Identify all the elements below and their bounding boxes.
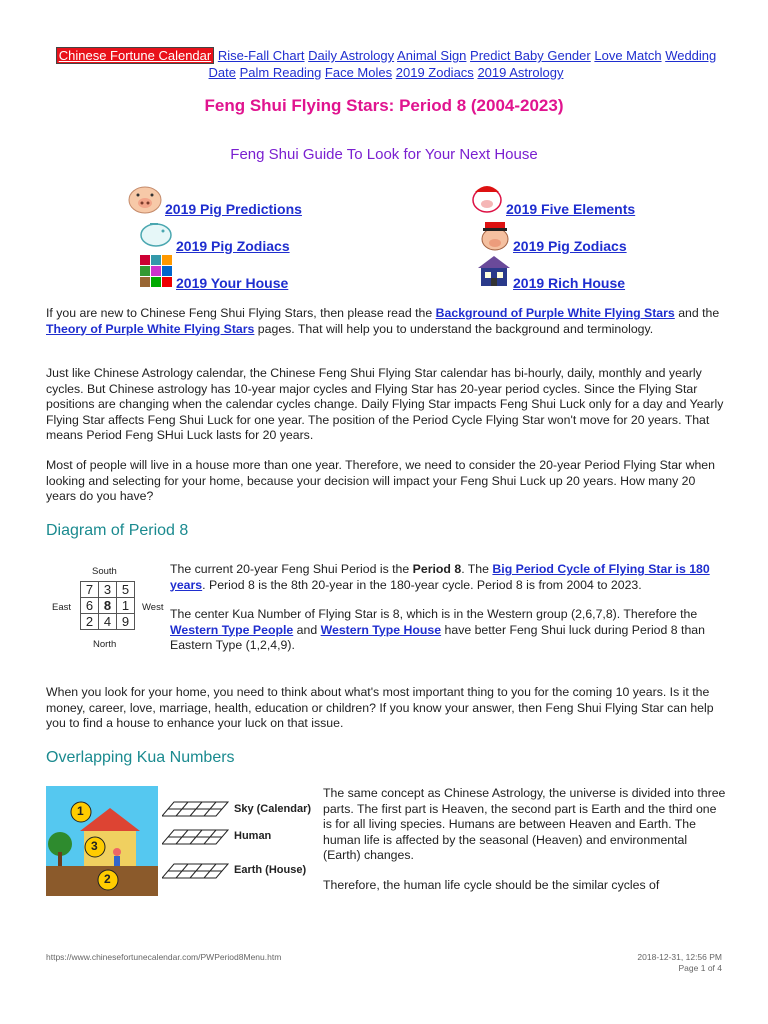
footer-date: 2018-12-31, 12:56 PM <box>637 952 722 962</box>
kua-paragraph <box>170 607 726 654</box>
pig-face-icon <box>127 183 163 215</box>
pig-santa-icon <box>470 182 504 216</box>
marker-2-label: 2 <box>104 872 111 886</box>
link-theory-flying-stars[interactable]: Theory of Purple White Flying Stars <box>46 321 255 336</box>
nav-animal-sign[interactable]: Animal Sign <box>397 48 467 63</box>
nav-palm-reading[interactable]: Palm Reading <box>239 65 322 80</box>
pig-with-hat-icon <box>478 218 512 252</box>
grid-cell: 7 <box>81 582 99 598</box>
life-cycle-paragraph: Therefore, the human life cycle should be the similar cycles of <box>323 878 660 892</box>
page-title: Feng Shui Flying Stars: Period 8 (2004-2023) <box>204 96 564 115</box>
heading-overlapping-kua: Overlapping Kua Numbers <box>46 749 235 766</box>
grid-cell: 4 <box>99 614 117 630</box>
link-western-type-house[interactable]: Western Type House <box>320 622 442 637</box>
lo-shu-grid-icon <box>140 255 172 287</box>
intro-text-a: If you are new to Chinese Feng Shui Flying Stars, then please read the <box>46 306 436 320</box>
house-paragraph: Most of people will live in a house more than one year. Therefore, we need to consider the 20-year Period Flying Star when looking and selecting for your home, because your decision will impact your Feng Shui Luck up 20 years. How many 20 years do you have? <box>46 458 715 503</box>
period-text-d: . Period 8 is the 8th 20-year in the 180-year cycle. Period 8 is from 2004 to 2023. <box>202 577 642 592</box>
link-2019-your-house[interactable]: 2019 Your House <box>176 275 289 291</box>
earth-layer-label: Earth (House) <box>234 864 307 876</box>
nav-2019-astrology[interactable]: 2019 Astrology <box>477 65 564 80</box>
marker-3-label: 3 <box>91 839 98 853</box>
grid-cell: 9 <box>117 614 135 630</box>
link-western-type-people[interactable]: Western Type People <box>170 622 294 637</box>
sky-layer-grid-icon <box>162 800 230 818</box>
footer-page: Page 1 of 4 <box>678 963 722 973</box>
link-2019-five-elements[interactable]: 2019 Five Elements <box>506 201 636 217</box>
intro-text-c: pages. That will help you to understand the background and terminology. <box>254 321 654 336</box>
nav-rise-fall-chart[interactable]: Rise-Fall Chart <box>217 48 305 63</box>
human-layer-label: Human <box>234 830 272 842</box>
house-icon <box>476 254 512 288</box>
link-2019-rich-house[interactable]: 2019 Rich House <box>513 275 626 291</box>
period-8-grid <box>50 566 170 656</box>
period-paragraph <box>170 562 726 593</box>
piggy-bank-icon <box>138 218 174 250</box>
label-west: West <box>142 602 164 613</box>
footer-url: https://www.chinesefortunecalendar.com/PWPeriod8Menu.htm <box>46 952 282 962</box>
intro-text-b: and the <box>674 306 720 320</box>
top-nav <box>46 47 726 81</box>
marker-1-label: 1 <box>77 804 84 818</box>
link-2019-pig-zodiacs-right[interactable]: 2019 Pig Zodiacs <box>513 238 627 254</box>
earth-layer-grid-icon <box>162 862 230 880</box>
link-2019-pig-zodiacs-left[interactable]: 2019 Pig Zodiacs <box>176 238 290 254</box>
period-8-bold: Period 8 <box>412 562 462 576</box>
kua-text-c: have better Feng Shui luck during Period 8 than Eastern Type (1,2,4,9). <box>170 622 705 652</box>
sky-layer-label: Sky (Calendar) <box>234 803 312 815</box>
grid-cell: 3 <box>99 582 117 598</box>
cycles-paragraph: Just like Chinese Astrology calendar, the Chinese Feng Shui Flying Star calendar has bi-hourly, daily, monthly and yearly cycles. But Chinese astrology has 10-year major cycles and Flying Star has 20-year period cycles. Since the Flying Star positions are changing when the calendar cycles change. Daily Flying Star impacts Feng Shui Luck only for a day and Yearly Flying Star affects Feng Shui Luck for one year. The position of the Period Cycle Flying Star won't move for 20 years. That means Period Feng SHui Luck lasts for 20 years. <box>46 366 724 442</box>
kua-text-a: The center Kua Number of Flying Star is 8, which is in the Western group (2,6,7,8). Therefore the <box>170 607 698 621</box>
period-text-c: . The <box>461 562 493 576</box>
nav-2019-zodiacs[interactable]: 2019 Zodiacs <box>395 65 474 80</box>
grid-cell: 6 <box>81 598 99 614</box>
home-choice-paragraph: When you look for your home, you need to think about what's most important thing to you for the coming 10 years. Is it the money, career, love, marriage, health, education or children? If you know your answer, then Feng Shui Flying Star can help you to find a house to enhance your luck on that issue. <box>46 685 714 730</box>
nav-love-match[interactable]: Love Match <box>594 48 662 63</box>
grid-cell: 2 <box>81 614 99 630</box>
heading-diagram-period-8: Diagram of Period 8 <box>46 522 189 539</box>
nav-wedding-date[interactable]: Wedding Date <box>208 48 717 80</box>
universe-paragraph: The same concept as Chinese Astrology, the universe is divided into three parts. The first part is Heaven, the second part is Earth and the third one is for all living species. Humans are between Heaven and Earth. The human life is affected by the seasonal (Heaven) and environmental (Earth) changes. <box>323 786 726 862</box>
kua-text-b: and <box>293 622 321 637</box>
label-south: South <box>92 566 117 577</box>
grid-cell: 5 <box>117 582 135 598</box>
label-north: North <box>93 639 117 650</box>
link-2019-pig-predictions[interactable]: 2019 Pig Predictions <box>165 201 302 217</box>
page-subtitle: Feng Shui Guide To Look for Your Next House <box>230 146 538 163</box>
grid-cell: 1 <box>117 598 135 614</box>
intro-paragraph <box>46 306 726 337</box>
period-text-a: The current 20-year Feng Shui Period is the <box>170 562 413 576</box>
link-big-period-cycle[interactable]: Big Period Cycle of Flying Star is 180 years <box>170 562 710 592</box>
nav-chinese-fortune-calendar[interactable]: Chinese Fortune Calendar <box>56 47 214 64</box>
link-background-flying-stars[interactable]: Background of Purple White Flying Stars <box>435 306 675 320</box>
nav-predict-baby-gender[interactable]: Predict Baby Gender <box>470 48 591 63</box>
human-layer-grid-icon <box>162 828 230 846</box>
label-east: East <box>52 602 72 613</box>
lo-shu-table <box>80 581 135 630</box>
grid-cell-center: 8 <box>99 598 117 614</box>
nav-face-moles[interactable]: Face Moles <box>324 65 393 80</box>
nav-daily-astrology[interactable]: Daily Astrology <box>308 48 395 63</box>
